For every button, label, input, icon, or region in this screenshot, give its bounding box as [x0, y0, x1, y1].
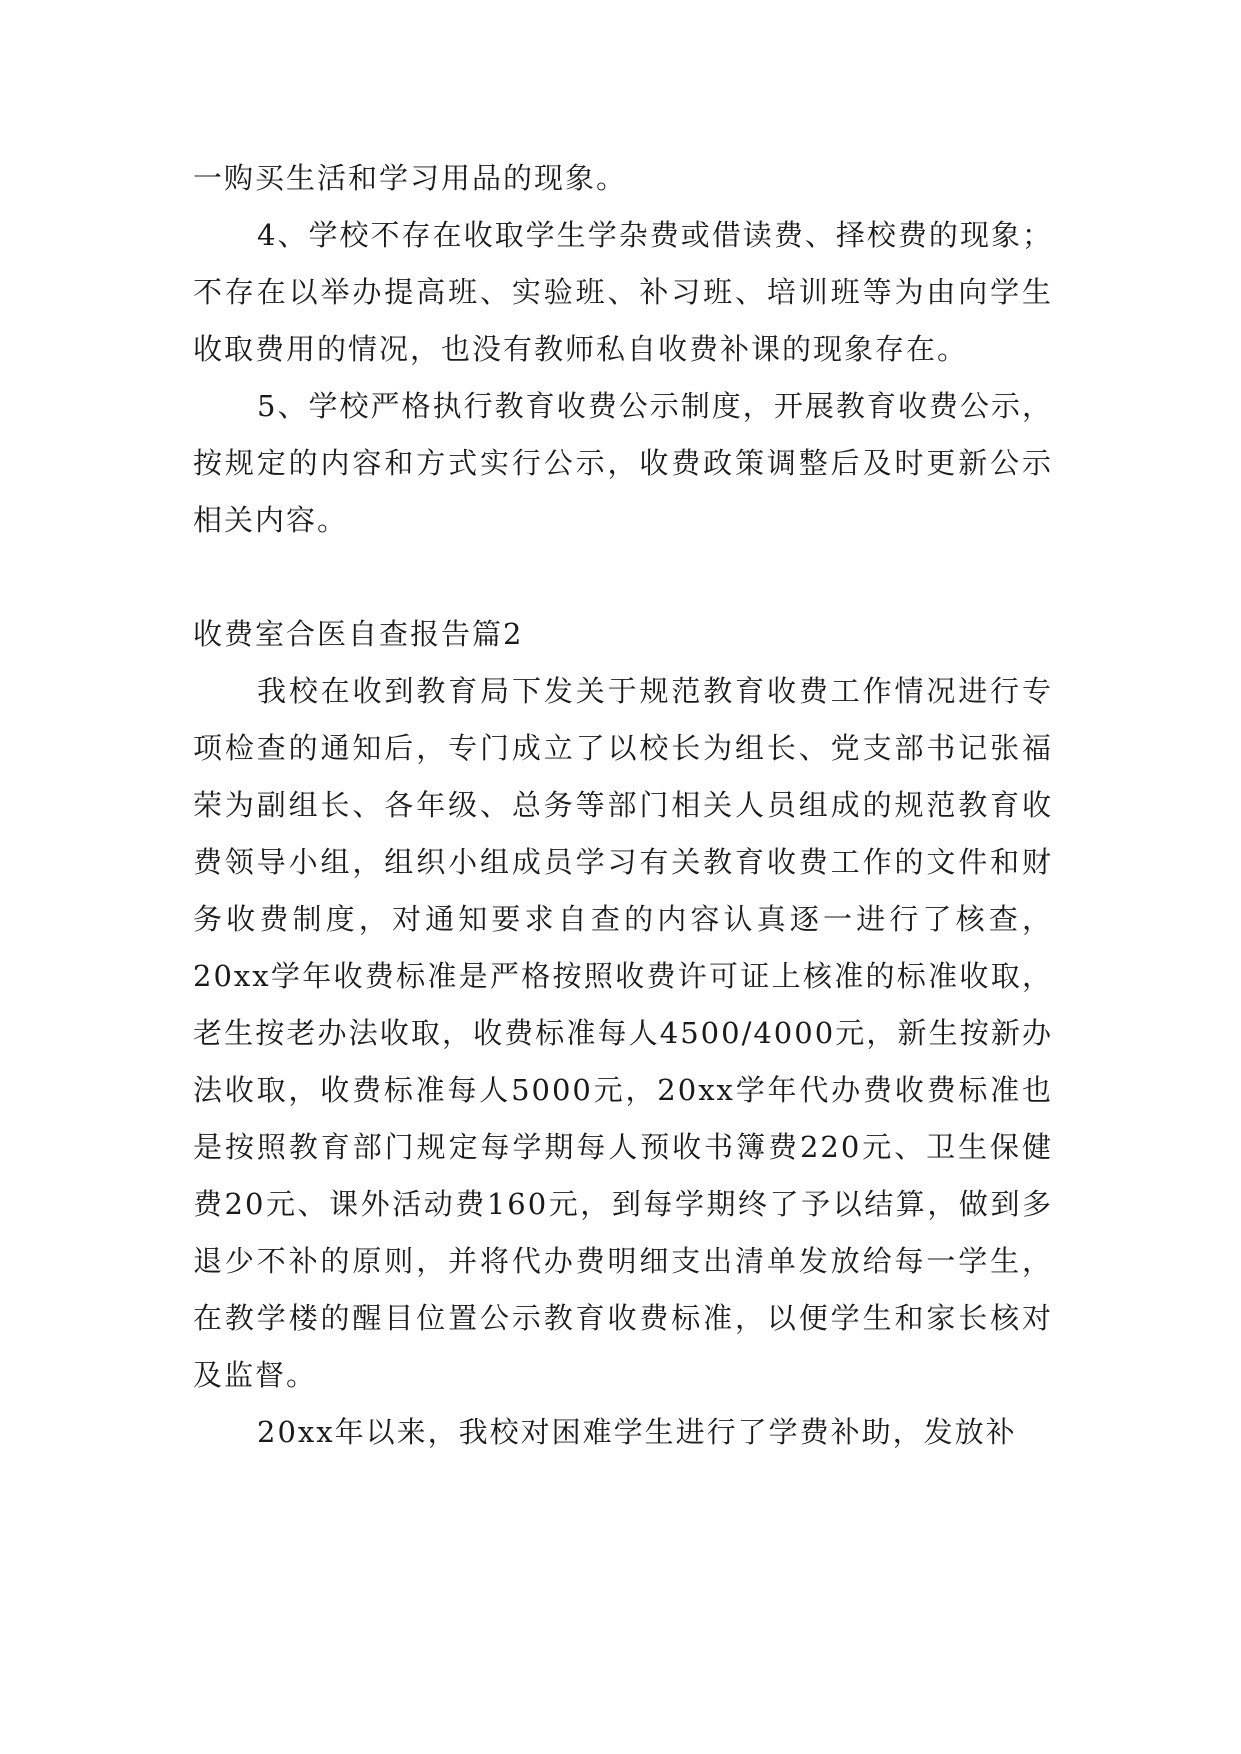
paragraph-item-5: 5、学校严格执行教育收费公示制度，开展教育收费公示，按规定的内容和方式实行公示，收费政策调整后及时更新公示相关内容。: [193, 389, 1053, 537]
paragraph-continuation: 一购买生活和学习用品的现象。: [193, 161, 628, 195]
paragraph-body: 我校在收到教育局下发关于规范教育收费工作情况进行专项检查的通知后，专门成立了以校长为组长、党支部书记张福荣为副组长、各年级、总务等部门相关人员组成的规范教育收费领导小组，组织小组成员学习有关教育收费工作的文件和财务收费制度，对通知要求自查的内容认真逐一进行了核查，20xx学年收费标准是严格按照收费许可证上核准的标准收取，老生按老办法收取，收费标准每人4500/4000元，新生按新办法收取，收费标准每人5000元，20xx学年代办费收费标准也是按照教育部门规定每学期每人预收书簿费220元、卫生保健费20元、课外活动费160元，到每学期终了予以结算，做到多退少不补的原则，并将代办费明细支出清单发放给每一学生，在教学楼的醒目位置公示教育收费标准，以便学生和家长核对及监督。: [193, 674, 1053, 1392]
paragraph-item-4: 4、学校不存在收取学生学杂费或借读费、择校费的现象；不存在以举办提高班、实验班、补习班、培训班等为由向学生收取费用的情况，也没有教师私自收费补课的现象存在。: [193, 218, 1053, 366]
section-title: 收费室合医自查报告篇2: [193, 617, 524, 651]
document-page: [193, 150, 1053, 1461]
paragraph-body-continued: 20xx年以来，我校对困难学生进行了学费补助，发放补: [257, 1415, 1017, 1449]
